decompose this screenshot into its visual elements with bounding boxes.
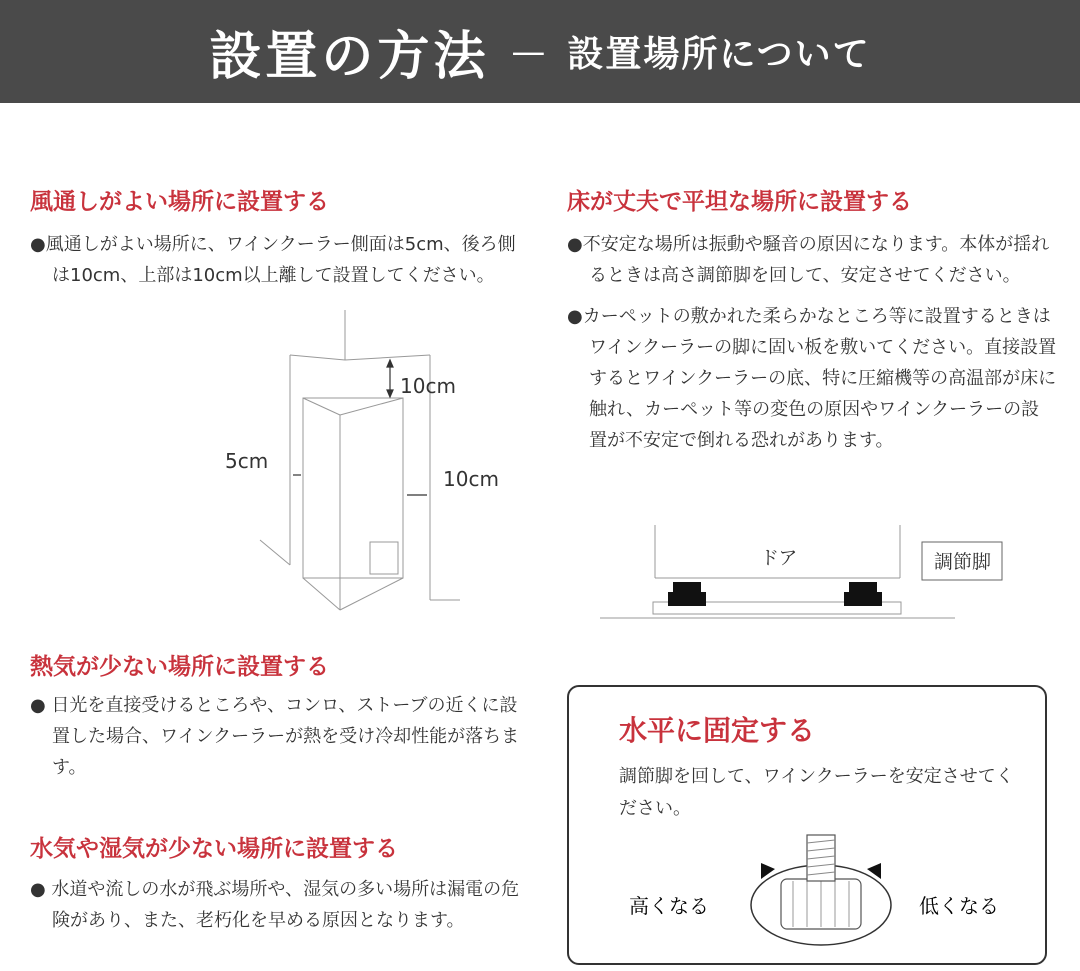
moisture-text [30,874,525,946]
moisture-title: 水気や湿気が少ない場所に設置する [30,836,398,862]
page-title: 設置の方法 [209,27,490,87]
page-header [0,0,1080,103]
level-text: 調節脚を回して、ワインクーラーを安定させてください。 [619,766,1014,819]
heat-title: 熱気が少ない場所に設置する [30,654,329,680]
back-clearance-label: 10cm [443,467,499,491]
ventilation-title: 風通しがよい場所に設置する [30,189,329,215]
top-clearance-label: 10cm [400,374,456,398]
title-dash: — [511,31,546,72]
heat-text [30,690,525,793]
adjust-foot-icon [751,835,891,945]
foot-label: 調節脚 [934,551,992,573]
floor-title: 床が丈夫で平坦な場所に設置する [567,189,912,215]
level-title: 水平に固定する [619,714,816,747]
side-clearance-label: 5cm [225,449,269,473]
ventilation-text [30,229,525,301]
adjust-foot-diagram [569,827,1045,962]
lower-label: 低くなる [919,894,999,918]
moisture-paragraph: ● 水道や流しの水が飛ぶ場所や、湿気の多い場所は漏電の危険があり、また、老朽化を早める原因となります。 [30,879,520,931]
foot-diagram [595,520,1015,625]
floor-paragraph-2: ●カーペットの敷かれた柔らかなところ等に設置するときはワインクーラーの脚に固い板を敷いてください。直接設置するとワインクーラーの底、特に圧縮機等の高温部が床に触れ、カーペット等の変色の原因やワインクーラーの設置が不安定で倒れる恐れがあります。 [567,306,1057,451]
heat-paragraph: ● 日光を直接受けるところや、コンロ、ストーブの近くに設置した場合、ワインクーラーが熱を受け冷却性能が落ちます。 [30,695,520,778]
higher-label: 高くなる [629,894,709,918]
door-label: ドア [760,547,798,569]
ventilation-paragraph: ●風通しがよい場所に、ワインクーラー側面は5cm、後ろ側は10cm、上部は10cm以上離して設置してください。 [30,234,516,286]
page-subtitle: 設置場所について [567,34,871,75]
floor-paragraph-1: ●不安定な場所は振動や騒音の原因になります。本体が揺れるときは高さ調節脚を回して、安定させてください。 [567,234,1050,286]
floor-text [567,229,1057,466]
level-box [567,685,1047,965]
clearance-diagram [215,300,525,625]
